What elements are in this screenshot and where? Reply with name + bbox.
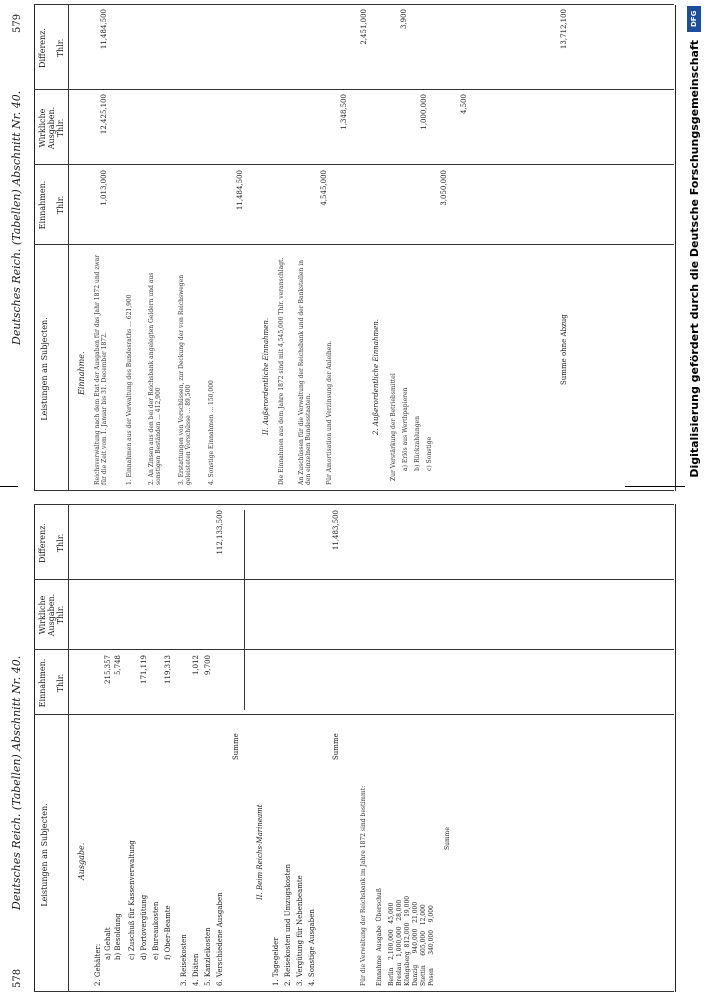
- crop-mark: [0, 486, 18, 487]
- section2-title: II. Beim Reichs-Marineamt: [256, 804, 264, 900]
- rule: [34, 244, 674, 245]
- page-number: 578: [12, 968, 23, 988]
- paragraph: An Zuschüssen für die Verwaltung der Reichsbank und der Bankstellen in den einzelnen Bundesstaaten.: [298, 260, 312, 485]
- small-table-head: Einnahme Ausgabe Überschuß: [376, 888, 383, 986]
- rule: [34, 4, 674, 5]
- row-label: d) Portovergütung: [140, 894, 148, 960]
- row-label: c) Zuschuß für Kassenverwaltung: [128, 840, 136, 960]
- col-actual-unit: Thlr.: [56, 605, 65, 625]
- small-table-row: Posen 340,000 9,000: [428, 905, 435, 986]
- plan-value: 1,013,000: [100, 170, 108, 206]
- footnote: Für die Verwaltung der Reichsbank im Jahre 1872 sind bestimmt:: [360, 785, 367, 986]
- small-table-row: Danzig 940,000 21,000: [412, 901, 419, 986]
- page-header: Deutsches Reich. (Tabellen) Abschnitt Nr. 40.: [10, 655, 23, 910]
- row-label: b) Besoldung: [114, 913, 122, 960]
- rule: [34, 579, 674, 580]
- diff-value: 11,484,500: [100, 9, 108, 50]
- rule: [34, 714, 674, 715]
- row-value: 9,700: [204, 655, 212, 676]
- total-value: 11,483,500: [332, 510, 340, 551]
- col-plan-unit: Thlr.: [56, 195, 65, 215]
- row-value: 5,748: [114, 655, 122, 676]
- list-item: c) Sonstige: [426, 437, 433, 471]
- row-value: 1,012: [192, 655, 200, 676]
- row-label: 2. Gehälter:: [94, 943, 102, 986]
- list-item: Zur Verstärkung der Betriebsmittel: [390, 373, 397, 481]
- total-label: Summe: [332, 733, 340, 760]
- actual-value: 4,500: [460, 94, 468, 115]
- row-label: e) Bureaukosten: [152, 901, 160, 960]
- page-number: 579: [12, 13, 23, 33]
- row-label: 1. Tagegelder: [272, 937, 280, 986]
- small-table-row: Königsberg 812,000 19,000: [404, 895, 411, 986]
- rule: [68, 504, 69, 992]
- plan-value: 11,484,500: [236, 170, 244, 211]
- col-desc-head: Leistungen an Subjecten.: [40, 803, 49, 907]
- section-title: Einnahme.: [77, 351, 86, 395]
- paragraph: 1. Einnahmen aus der Verwaltung des Bundesraths ... 621,900: [126, 294, 133, 485]
- actual-value: 12,425,100: [100, 94, 108, 135]
- row-value: 171,119: [140, 655, 148, 684]
- row-label: 4. Sonstige Ausgaben: [308, 909, 316, 986]
- dfg-watermark: Digitalisierung gefördert durch die Deutsche Forschungsgemeinschaft: [688, 40, 701, 478]
- small-table-row: Stettin 605,000 12,000: [420, 904, 427, 986]
- col-diff-unit: Thlr.: [56, 533, 65, 553]
- col-actual-head: Wirkliche Ausgaben.: [38, 593, 56, 637]
- col-desc-head: Leistungen an Subjecten.: [40, 317, 49, 421]
- col-diff-unit: Thlr.: [56, 38, 65, 58]
- row-label: 3. Vergütung für Nebenbeamte: [296, 875, 304, 986]
- rule: [34, 504, 674, 505]
- col-plan-unit: Thlr.: [56, 673, 65, 693]
- actual-value: 1,348,500: [340, 94, 348, 130]
- row-label: 2. Reisekosten und Umzugskosten: [284, 863, 292, 986]
- subtotal-label: Summe: [232, 733, 240, 760]
- row-value: 215,357: [104, 655, 112, 684]
- plan-value: 4,545,000: [320, 170, 328, 206]
- row-label: f) Ober-Beamte: [164, 905, 172, 960]
- diff-value: 2,451,000: [360, 9, 368, 45]
- paragraph: Die Einnahmen aus dem Jahre 1872 sind mit 4,545,000 Thlr. veranschlagt.: [278, 257, 285, 485]
- total-value: 13,712,100: [560, 9, 568, 50]
- rule: [34, 991, 674, 992]
- row-label: 5. Kanzleikosten: [204, 927, 212, 986]
- row-label: 3. Reisekosten: [180, 934, 188, 986]
- right-page: [0, 0, 707, 495]
- paragraph: 3. Erstattungen von Vorschüssen, zur Deckung der von Reichswegen geleisteten Vorschüsse ... 89,500: [178, 274, 192, 485]
- section3-title: 2. Außerordentliche Einnahmen.: [372, 319, 380, 435]
- paragraph: 4. Sonstige Einnahmen ... 150,000: [208, 380, 215, 485]
- row-value: 119,313: [164, 655, 172, 684]
- row-value: 112,133,500: [216, 510, 224, 555]
- rule: [34, 89, 674, 90]
- col-diff-head: Differenz.: [38, 28, 47, 68]
- col-plan-head: Einnahmen.: [38, 180, 47, 230]
- col-diff-head: Differenz.: [38, 523, 47, 563]
- small-table-row: Berlin 2,100,000 45,000: [388, 902, 395, 986]
- rule: [244, 510, 245, 710]
- section2-title: II. Außerordentliche Einnahmen.: [262, 317, 270, 435]
- rule: [68, 5, 69, 491]
- row-label: 6. Verschiedene Ausgaben: [216, 892, 224, 986]
- diff-value: 3,900: [400, 9, 408, 30]
- intro-paragraph: Reichsverwaltung nach dem Etat der Ausgaben für das Jahr 1872 und zwar für die Zeit vom 1. Januar bis 31. December 1872.: [94, 254, 108, 485]
- rule: [34, 649, 674, 650]
- section-title: Ausgabe.: [77, 842, 86, 880]
- row-label: 4. Diäten: [192, 953, 200, 986]
- total-label: Summe ohne Abzug: [560, 314, 568, 385]
- paragraph: Für Amortisation und Verzinsung der Anleihen.: [326, 340, 333, 485]
- plan-value: 3,050,000: [440, 170, 448, 206]
- list-item: a) Erlös aus Werthpapieren: [402, 387, 409, 471]
- dfg-logo-badge: DFG: [687, 6, 701, 32]
- rule: [34, 490, 674, 491]
- col-plan-head: Einnahmen.: [38, 658, 47, 708]
- small-table-row: Breslau 1,000,000 28,000: [396, 899, 403, 986]
- rule: [34, 164, 674, 165]
- col-actual-unit: Thlr.: [56, 118, 65, 138]
- left-page: [0, 500, 707, 1000]
- crop-mark: [625, 486, 685, 487]
- page-header: Deutsches Reich. (Tabellen) Abschnitt Nr. 40.: [10, 90, 23, 345]
- row-label: a) Gehalt: [104, 927, 112, 960]
- list-item: b) Rückzahlungen: [414, 416, 421, 471]
- col-actual-head: Wirkliche Ausgaben.: [38, 106, 56, 150]
- actual-value: 1,000,000: [420, 94, 428, 130]
- small-table-total: Summe: [444, 827, 451, 850]
- paragraph: 2. An Zinsen aus den bei der Reichsbank angelegten Geldern und aus sonstigen Beständen ... 412,900: [148, 272, 162, 485]
